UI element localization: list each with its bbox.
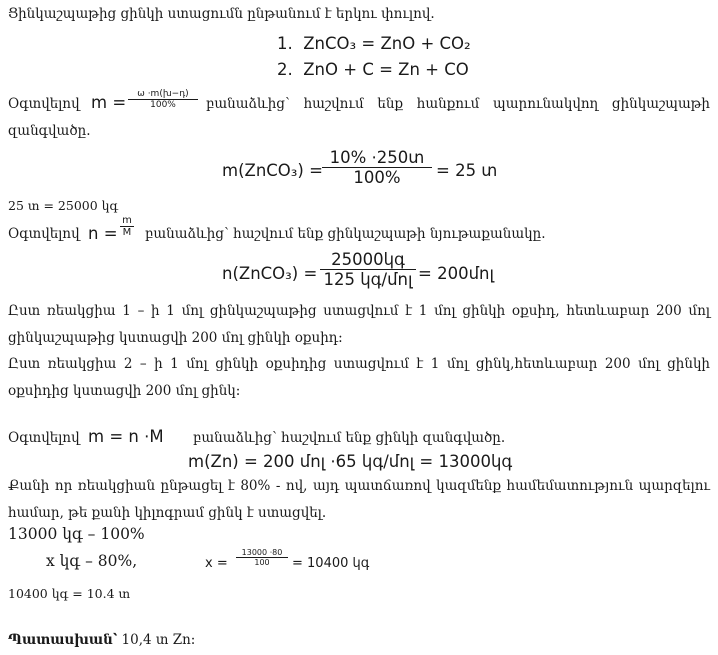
moles-formula-numerator: m	[122, 215, 132, 226]
reaction-2-number: 2.	[277, 60, 293, 79]
para1-line1: Ըստ ռեակցիա 1 – ի 1 մոլ ցինկաշպաթից ստացվում է 1 մոլ ցինկի օքսիդ, հետևաբար 200 մոլ	[8, 303, 710, 319]
x-calc-lhs: x =	[205, 556, 228, 571]
answer	[8, 632, 195, 648]
para2-line2: օքսիդից կստացվի 200 մոլ ցինկ:	[8, 383, 241, 399]
zn-formula-suffix: բանաձևից՝ հաշվում ենք ցինկի զանգվածը.	[193, 430, 506, 446]
eq-mass-numerator: 10% ⋅250տ	[329, 148, 425, 167]
para2-line1: Ըստ ռեակցիա 2 – ի 1 մոլ ցինկի օքսիդից ստացվում է 1 մոլ ցինկ,հետևաբար 200 մոլ ցինկի	[8, 356, 710, 372]
zn-formula: m = n ⋅M	[88, 427, 164, 446]
eq-zn: m(Zn) = 200 մոլ ⋅65 կգ/մոլ = 13000կգ	[188, 452, 513, 471]
yield-para-line1: Քանի որ ռեակցիան ընթացել է 80% - ով, այդ պատճառով կազմենք համեմատություն պարզելու	[8, 478, 710, 494]
yield-para-line2: համար, թե քանի կիլոգրամ ցինկ է ստացվել.	[8, 505, 327, 521]
moles-formula-fraction	[120, 215, 134, 238]
final-conversion: 10400 կգ = 10.4 տ	[8, 586, 131, 601]
eq-mass-rhs: = 25 տ	[436, 161, 498, 180]
reaction-2	[277, 60, 469, 79]
proportion-row2: x կգ – 80%,	[46, 552, 138, 570]
eq-mass-lhs: m(ZnCO₃) =	[222, 161, 323, 180]
answer-label: Պատասխան՝	[8, 632, 118, 648]
moles-formula-var: n =	[88, 224, 118, 243]
mass-formula-var: m =	[91, 93, 127, 112]
eq-moles-rhs: = 200մոլ	[418, 264, 494, 283]
eq-moles-denominator: 125 կգ/մոլ	[323, 270, 413, 289]
eq-mass-denominator: 100%	[353, 168, 401, 187]
eq-moles-lhs: n(ZnCO₃) =	[222, 264, 318, 283]
reaction-1-equation: ZnCO₃ = ZnO + CO₂	[303, 34, 471, 53]
proportion-row1: 13000 կգ – 100%	[8, 525, 145, 543]
x-calc-rhs: = 10400 կգ	[292, 556, 370, 571]
reaction-2-equation: ZnO + C = Zn + CO	[303, 60, 469, 79]
moles-formula-denominator: M	[122, 227, 132, 238]
para1-line2: ցինկաշպաթից կստացվի 200 մոլ ցինկի օքսիդ:	[8, 330, 343, 346]
eq-moles-numerator: 25000կգ	[331, 250, 405, 269]
reaction-1-number: 1.	[277, 34, 293, 53]
answer-value: 10,4 տ Zn:	[121, 632, 196, 648]
zn-formula-prefix: Օգտվելով	[8, 430, 80, 446]
mass-formula-numerator: ω ·m(խ−դ)	[137, 89, 189, 99]
reaction-1	[277, 34, 471, 53]
x-calc-denominator: 100	[254, 558, 270, 567]
x-calc-numerator: 13000 ⋅80	[241, 548, 283, 557]
mass-formula-fraction	[128, 89, 198, 110]
x-calc-fraction	[236, 548, 288, 567]
conversion-text: 25 տ = 25000 կգ	[8, 198, 119, 213]
mass-formula-suffix-line2: զանգվածը.	[8, 123, 91, 139]
intro-text: Ցինկաշպաթից ցինկի ստացումն ընթանում է երկու փուլով.	[8, 6, 435, 22]
mass-formula-suffix-line1: բանաձևից՝ հաշվում ենք հանքում պարունակվող ցինկաշպաթի	[206, 96, 710, 112]
mass-formula-prefix: Օգտվելով	[8, 96, 80, 112]
mass-formula-denominator: 100%	[150, 100, 176, 110]
eq-mass-fraction	[322, 148, 432, 187]
moles-formula-suffix: բանաձևից՝ հաշվում ենք ցինկաշպաթի նյութաքանակը.	[145, 226, 546, 242]
moles-formula-prefix: Օգտվելով	[8, 226, 80, 242]
eq-moles-fraction	[320, 250, 416, 289]
